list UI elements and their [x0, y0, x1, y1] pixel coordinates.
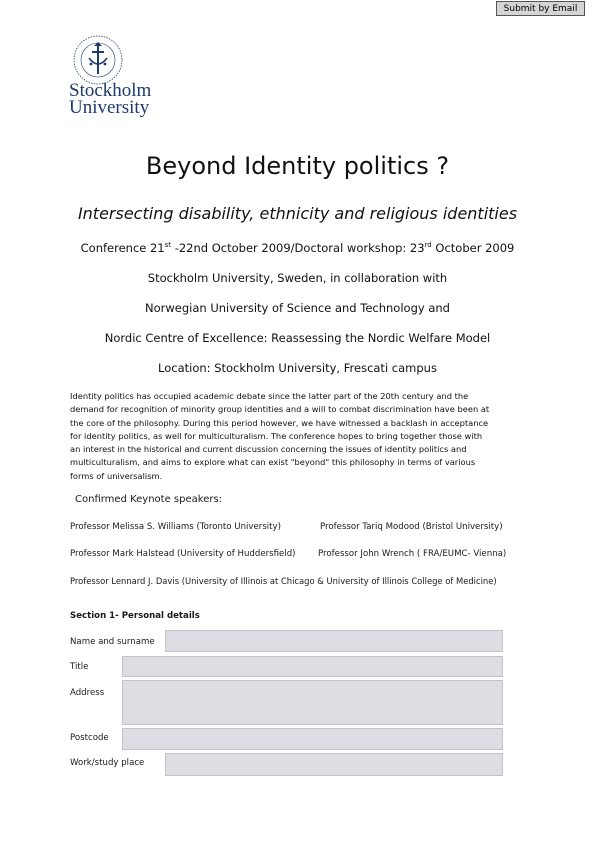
conference-dates-part: -22nd October 2009/Doctoral workshop: 23	[171, 241, 425, 255]
logo-wordmark	[69, 82, 151, 116]
name-input[interactable]	[165, 630, 503, 652]
conference-dates-part: Conference 21	[80, 241, 165, 255]
keynote-speaker: Professor Mark Halstead (University of Huddersfield)	[70, 549, 296, 559]
keynote-speaker: Professor John Wrench ( FRA/EUMC- Vienna)	[318, 549, 507, 559]
logo-line-2: University	[69, 97, 150, 118]
collaboration-line: Norwegian University of Science and Technology and	[145, 301, 450, 315]
conference-dates	[0, 241, 595, 255]
intro-paragraph	[70, 390, 526, 483]
collaboration-line: Nordic Centre of Excellence: Reassessing the Nordic Welfare Model	[104, 331, 491, 345]
collaboration-line: Stockholm University, Sweden, in collaboration with	[147, 271, 448, 285]
paragraph-line: Identity politics has occupied academic debate since the latter part of the 20th century and the	[70, 391, 469, 401]
postcode-input[interactable]	[122, 728, 503, 750]
address-label: Address	[70, 688, 105, 698]
conference-dates-part: October 2009	[431, 241, 515, 255]
keynote-label: Confirmed Keynote speakers:	[75, 494, 223, 505]
paragraph-line: the core of the philosophy. During this period however, we have witnessed a backlash in acceptance	[70, 417, 489, 428]
paragraph-line: for identity politics, as well for multiculturalism. The conference hopes to bring together those with	[70, 430, 483, 441]
page-title: Beyond Identity politics ?	[145, 152, 450, 180]
address-input[interactable]	[122, 680, 503, 725]
page-subtitle: Intersecting disability, ethnicity and religious identities	[77, 204, 518, 223]
paragraph-line: an interest in the historical and current discussion concerning the issues of identity politics and	[70, 444, 467, 455]
university-seal-icon	[72, 34, 124, 86]
postcode-label: Postcode	[70, 733, 109, 743]
name-label: Name and surname	[70, 637, 155, 647]
location-line: Location: Stockholm University, Frescati campus	[158, 361, 437, 375]
paragraph-line: forms of universalism.	[70, 470, 163, 481]
logo-line-1: Stockholm	[69, 80, 152, 101]
paragraph-line: multiculturalism, and aims to explore what can exist "beyond" this philosophy in terms of various	[70, 457, 476, 468]
keynote-speaker: Professor Lennard J. Davis (University of Illinois at Chicago & University of Illinois College of Medicine)	[70, 576, 497, 586]
keynote-speaker: Professor Tariq Modood (Bristol University)	[320, 522, 503, 532]
conference-dates-sup: rd	[424, 241, 432, 249]
conference-dates-sup: st	[164, 241, 172, 249]
submit-by-email-button[interactable]: Submit by Email	[496, 1, 585, 16]
title-input[interactable]	[122, 656, 503, 677]
section-title: Section 1- Personal details	[70, 611, 200, 621]
title-label: Title	[70, 662, 89, 672]
workplace-label: Work/study place	[70, 758, 145, 768]
keynote-speaker: Professor Melissa S. Williams (Toronto University)	[70, 522, 281, 532]
workplace-input[interactable]	[165, 753, 503, 776]
paragraph-line: demand for recognition of minority group identities and a will to combat discrimination have been at	[70, 404, 490, 415]
